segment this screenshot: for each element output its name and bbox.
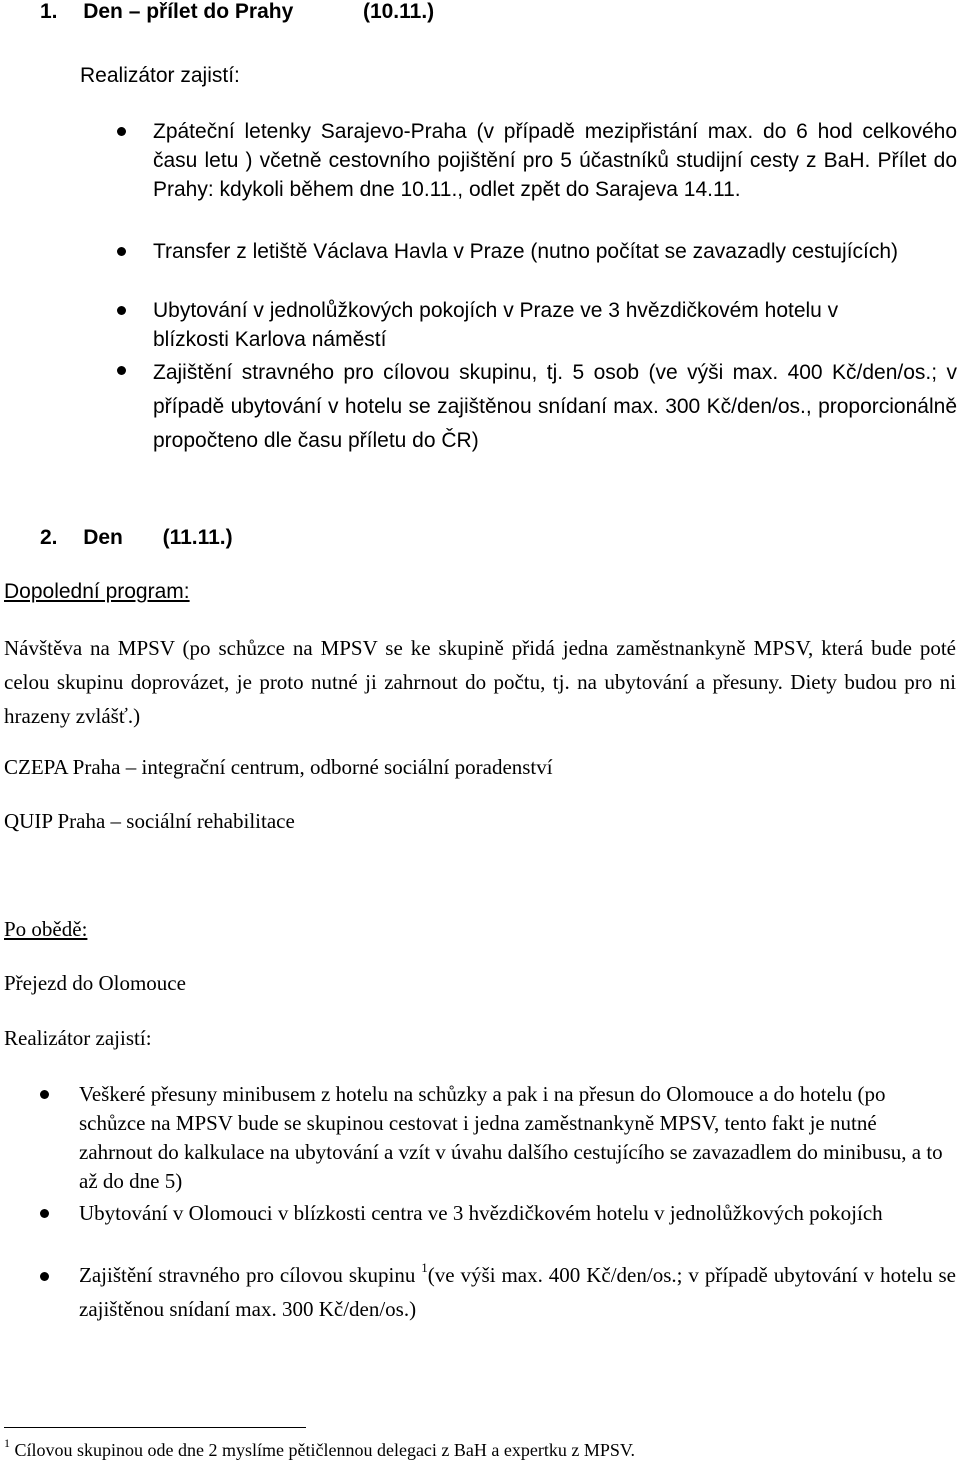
bullet-dot-icon (40, 1272, 49, 1281)
section1-number: 1. (40, 0, 58, 23)
footnote-reference[interactable]: 1 (421, 1260, 428, 1275)
section1-realizator-label: Realizátor zajistí: (80, 64, 240, 87)
list-item (40, 1199, 956, 1228)
section2-bullet-text: Veškeré přesuny minibusem z hotelu na schůzky a pak i na přesun do Olomouce a do hotelu (po schůzce na MPSV bude se skupinou cestovat i jedna zaměstnankyně MPSV, tento fakt je nutné zahrnout do kalkulace na ubytování a vzít v úvahu dalšího cestujícího se zavazadlem do minibusu, a to až do dne 5) (79, 1082, 943, 1193)
section2-title: Den (83, 526, 123, 549)
bullet3-text-after: (ve výši max. 400 Kč/den/os.; v případě ubytování v hotelu se zajištěnou snídaní max. 300 Kč/den/os.) (79, 1263, 956, 1321)
section2-bullet-text: Ubytování v Olomouci v blízkosti centra ve 3 hvězdičkovém hotelu v jednolůžkových pokojích (79, 1201, 883, 1225)
olomouc-transfer-line: Přejezd do Olomouce (4, 971, 186, 995)
section2-heading (40, 526, 233, 550)
section1-bullet-text: Zajištění stravného pro cílovou skupinu, tj. 5 osob (ve výši max. 400 Kč/den/os.; v případě ubytování v hotelu se zajištěnou snídaní max. 300 Kč/den/os., proporcionálně propočteno dle času příletu do ČR) (153, 361, 957, 452)
section2-realizator-label: Realizátor zajistí: (4, 1026, 152, 1050)
list-item (40, 1258, 956, 1326)
footnote (4, 1436, 636, 1461)
mpsv-visit-paragraph: Návštěva na MPSV (po schůzce na MPSV se ke skupině přidá jedna zaměstnankyně MPSV, která bude poté celou skupinu doprovázet, je proto nutné ji zahrnout do počtu, tj. na ubytování a přesuny. Diety budou pro ni hrazeny zvlášť.) (4, 636, 956, 728)
section2-number: 2. (40, 526, 58, 549)
section2-date: (11.11.) (162, 526, 233, 549)
quip-line: QUIP Praha – sociální rehabilitace (4, 809, 295, 833)
list-item (117, 237, 957, 266)
section1-date: (10.11.) (362, 0, 435, 23)
czepa-line: CZEPA Praha – integrační centrum, odborné sociální poradenství (4, 755, 553, 779)
afternoon-heading: Po obědě: (4, 917, 88, 941)
bullet-dot-icon (117, 127, 126, 136)
list-item (117, 356, 957, 458)
bullet3-text-before: Zajištění stravného pro cílovou skupinu (79, 1263, 416, 1287)
section1-bullet-text: Zpáteční letenky Sarajevo-Praha (v případě mezipřistání max. do 6 hod celkového času letu ) včetně cestovního pojištění pro 5 účastníků studijní cesty z BaH. Přílet do Prahy: kdykoli během dne 10.11., odlet zpět do Sarajeva 14.11. (153, 120, 957, 201)
list-item (117, 296, 957, 354)
list-item (40, 1080, 956, 1196)
list-item (117, 117, 957, 204)
footnote-text: Cílovou skupinou ode dne 2 myslíme pětičlennou delegaci z BaH a expertku z MPSV. (14, 1440, 636, 1460)
section1-bullet-text: Ubytování v jednolůžkových pokojích v Praze ve 3 hvězdičkovém hotelu v blízkosti Karlova náměstí (153, 299, 839, 351)
section1-bullet-text: Transfer z letiště Václava Havla v Praze (nutno počítat se zavazadly cestujících) (153, 240, 899, 263)
footnote-mark: 1 (4, 1436, 10, 1450)
section2-bullet-text (79, 1258, 956, 1326)
bullet-dot-icon (117, 366, 126, 375)
morning-program-heading: Dopolední program: (4, 580, 190, 603)
bullet-dot-icon (40, 1090, 49, 1099)
section1-title: Den – přílet do Prahy (83, 0, 294, 23)
bullet-dot-icon (117, 306, 126, 315)
section1-heading (40, 0, 434, 24)
footnote-separator (4, 1427, 306, 1428)
bullet-dot-icon (117, 247, 126, 256)
bullet-dot-icon (40, 1209, 49, 1218)
